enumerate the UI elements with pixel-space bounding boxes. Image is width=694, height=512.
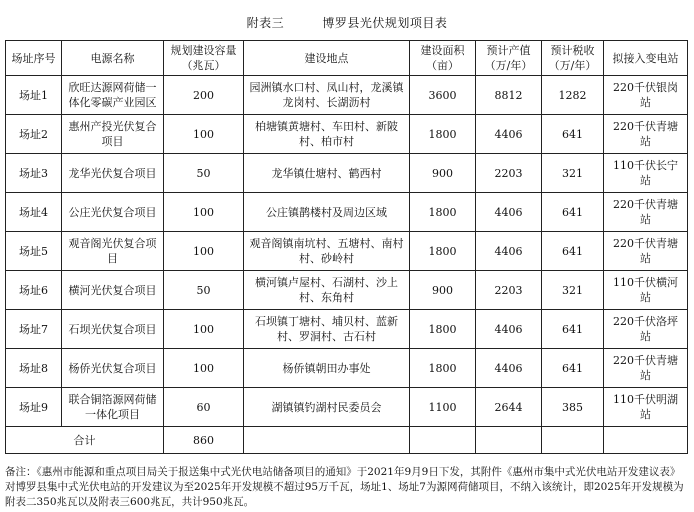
cell-tax: 321 <box>542 154 604 193</box>
table-row <box>6 349 688 388</box>
cell-capacity: 100 <box>164 232 244 271</box>
table-row <box>6 271 688 310</box>
cell-substation: 220千伏青塘站 <box>604 349 688 388</box>
cell-capacity: 50 <box>164 154 244 193</box>
cell-area: 900 <box>410 154 476 193</box>
table-title <box>0 14 694 31</box>
cell-location: 观音阁镇南坑村、五塘村、南村村、砂岭村 <box>244 232 410 271</box>
cell-name: 惠州产投光伏复合项目 <box>62 115 164 154</box>
cell-substation: 220千伏洛坪站 <box>604 310 688 349</box>
header-area: 建设面积（亩） <box>410 41 476 76</box>
cell-output: 2203 <box>476 154 542 193</box>
cell-location: 柏塘镇黄塘村、车田村、新陂村、柏市村 <box>244 115 410 154</box>
table-row <box>6 115 688 154</box>
cell-name: 欣旺达源网荷储一体化零碳产业园区 <box>62 76 164 115</box>
table-name: 博罗县光伏规划项目表 <box>322 16 448 30</box>
cell-output: 4406 <box>476 193 542 232</box>
cell-site: 场址4 <box>6 193 62 232</box>
cell-substation: 110千伏长宁站 <box>604 154 688 193</box>
cell-area: 1800 <box>410 232 476 271</box>
table-row <box>6 310 688 349</box>
header-location: 建设地点 <box>244 41 410 76</box>
total-empty-cell <box>604 427 688 454</box>
cell-location: 园洲镇水口村、凤山村，龙溪镇龙岗村、长湖沥村 <box>244 76 410 115</box>
cell-substation: 110千伏横河站 <box>604 271 688 310</box>
header-tax: 预计税收（万/年） <box>542 41 604 76</box>
cell-capacity: 100 <box>164 193 244 232</box>
table-row <box>6 154 688 193</box>
cell-location: 石坝镇丁塘村、埔贝村、蓝新村、罗洞村、古石村 <box>244 310 410 349</box>
cell-site: 场址5 <box>6 232 62 271</box>
cell-name: 联合铜箔源网荷储一体化项目 <box>62 388 164 427</box>
cell-capacity: 100 <box>164 349 244 388</box>
cell-capacity: 50 <box>164 271 244 310</box>
cell-output: 4406 <box>476 232 542 271</box>
cell-output: 4406 <box>476 349 542 388</box>
total-empty-cell <box>244 427 410 454</box>
cell-tax: 641 <box>542 349 604 388</box>
cell-substation: 220千伏青塘站 <box>604 115 688 154</box>
cell-location: 公庄镇鹊楼村及周边区域 <box>244 193 410 232</box>
cell-site: 场址2 <box>6 115 62 154</box>
header-site: 场址序号 <box>6 41 62 76</box>
cell-area: 900 <box>410 271 476 310</box>
cell-tax: 385 <box>542 388 604 427</box>
cell-area: 1800 <box>410 193 476 232</box>
cell-name: 公庄光伏复合项目 <box>62 193 164 232</box>
cell-tax: 641 <box>542 310 604 349</box>
footnote: 备注：《惠州市能源和重点项目局关于报送集中式光伏电站储备项目的通知》于2021年9月9日下发，其附件《惠州市集中式光伏电站开发建议表》对博罗县集中式光伏电站的开发建议为至2025年开发规模不超过95万千瓦，场址1、场址7为源网荷储项目，不纳入该统计，即2025年开发规模为附表二350兆瓦以及附表三600兆瓦，共计950兆瓦。 <box>5 466 684 508</box>
cell-name: 观音阁光伏复合项目 <box>62 232 164 271</box>
cell-capacity: 100 <box>164 310 244 349</box>
cell-tax: 641 <box>542 115 604 154</box>
cell-tax: 641 <box>542 232 604 271</box>
cell-output: 2203 <box>476 271 542 310</box>
cell-tax: 321 <box>542 271 604 310</box>
cell-substation: 220千伏青塘站 <box>604 193 688 232</box>
cell-output: 4406 <box>476 310 542 349</box>
cell-area: 3600 <box>410 76 476 115</box>
cell-area: 1800 <box>410 310 476 349</box>
header-output: 预计产值（万/年） <box>476 41 542 76</box>
cell-capacity: 200 <box>164 76 244 115</box>
cell-site: 场址7 <box>6 310 62 349</box>
total-label: 合计 <box>6 427 164 454</box>
cell-location: 龙华镇仕塘村、鹤西村 <box>244 154 410 193</box>
header-substation: 拟接入变电站 <box>604 41 688 76</box>
table-row <box>6 76 688 115</box>
cell-substation: 220千伏青塘站 <box>604 232 688 271</box>
cell-location: 湖镇镇钓湖村民委员会 <box>244 388 410 427</box>
header-row <box>6 41 688 76</box>
cell-output: 4406 <box>476 115 542 154</box>
header-capacity: 规划建设容量（兆瓦） <box>164 41 244 76</box>
cell-output: 2644 <box>476 388 542 427</box>
cell-tax: 641 <box>542 193 604 232</box>
header-name: 电源名称 <box>62 41 164 76</box>
table-row <box>6 388 688 427</box>
total-row <box>6 427 688 454</box>
cell-substation: 220千伏银岗站 <box>604 76 688 115</box>
total-empty-cell <box>476 427 542 454</box>
cell-capacity: 60 <box>164 388 244 427</box>
table-row <box>6 232 688 271</box>
cell-site: 场址3 <box>6 154 62 193</box>
cell-substation: 110千伏明湖站 <box>604 388 688 427</box>
cell-name: 杨侨光伏复合项目 <box>62 349 164 388</box>
cell-site: 场址8 <box>6 349 62 388</box>
table-row <box>6 193 688 232</box>
cell-capacity: 100 <box>164 115 244 154</box>
cell-area: 1800 <box>410 115 476 154</box>
cell-name: 石坝光伏复合项目 <box>62 310 164 349</box>
cell-area: 1100 <box>410 388 476 427</box>
cell-site: 场址9 <box>6 388 62 427</box>
cell-location: 杨侨镇朝田办事处 <box>244 349 410 388</box>
cell-area: 1800 <box>410 349 476 388</box>
total-empty-cell <box>410 427 476 454</box>
total-empty-cell <box>542 427 604 454</box>
cell-site: 场址1 <box>6 76 62 115</box>
cell-output: 8812 <box>476 76 542 115</box>
project-table <box>5 40 688 454</box>
cell-tax: 1282 <box>542 76 604 115</box>
total-capacity: 860 <box>164 427 244 454</box>
cell-name: 横河光伏复合项目 <box>62 271 164 310</box>
cell-location: 横河镇卢屋村、石湖村、沙上村、东角村 <box>244 271 410 310</box>
appendix-label: 附表三 <box>246 16 285 30</box>
cell-site: 场址6 <box>6 271 62 310</box>
cell-name: 龙华光伏复合项目 <box>62 154 164 193</box>
